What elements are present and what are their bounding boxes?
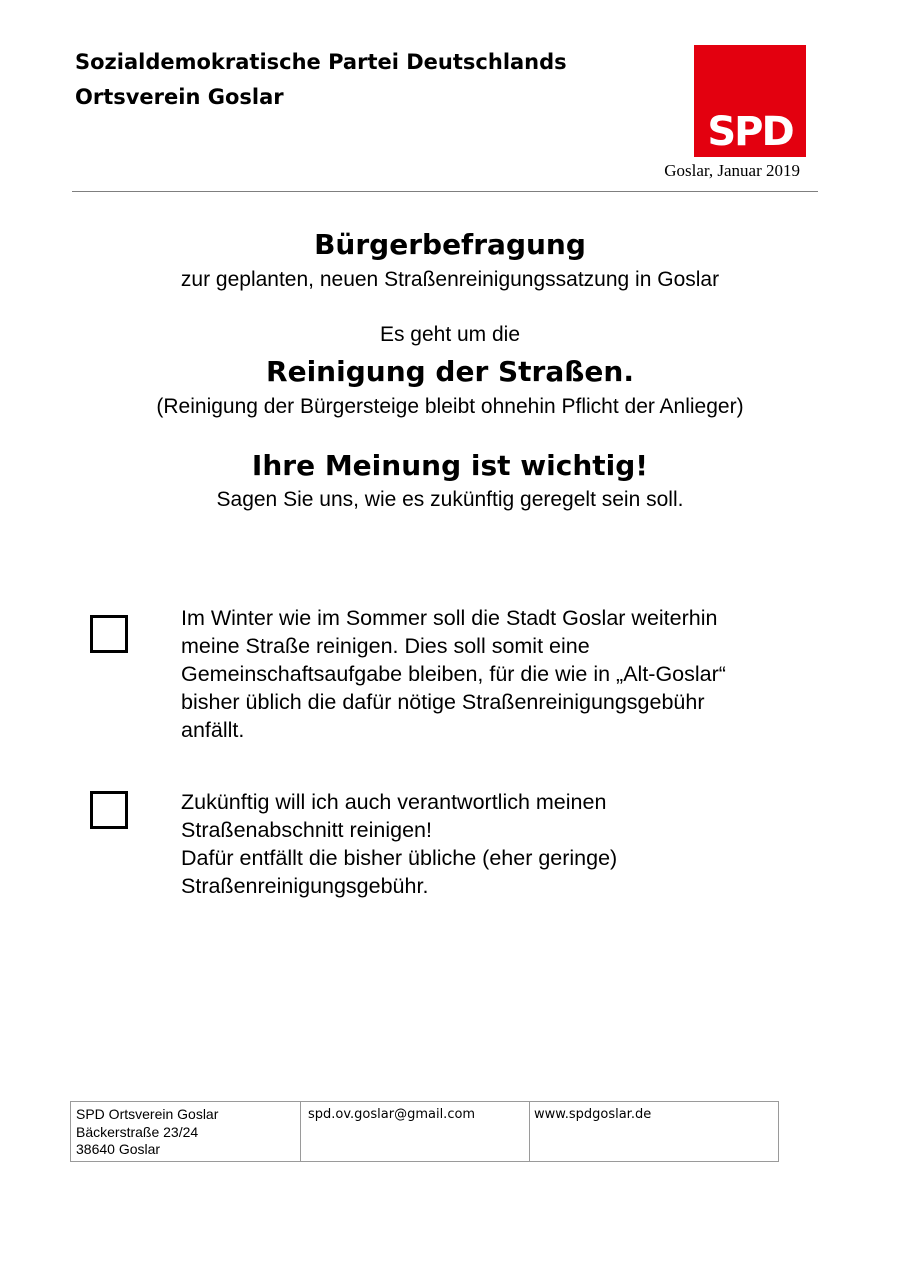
option-2-line: Dafür entfällt die bisher übliche (eher geringe) (181, 846, 618, 870)
option-2-text (181, 788, 821, 900)
footer-address (71, 1102, 300, 1161)
org-line-2: Ortsverein Goslar (75, 85, 284, 109)
spd-logo (694, 45, 806, 157)
call-heading: Ihre Meinung ist wichtig! (251, 449, 649, 482)
option-1-line: bisher üblich die dafür nötige Straßenreinigungsgebühr (181, 690, 705, 714)
footer-table (70, 1101, 779, 1162)
org-line-1: Sozialdemokratische Partei Deutschlands (75, 50, 567, 74)
topic-heading: Reinigung der Straßen. (266, 355, 634, 388)
option-2-checkbox[interactable] (90, 791, 128, 829)
topic-note: (Reinigung der Bürgersteige bleibt ohnehin Pflicht der Anlieger) (156, 395, 744, 418)
organization-name (75, 45, 567, 115)
footer-email (300, 1102, 529, 1161)
lead-text: Es geht um die (379, 323, 521, 346)
website-text: www.spdgoslar.de (534, 1107, 652, 1122)
option-2-line: Straßenabschnitt reinigen! (181, 818, 432, 842)
date-line: Goslar, Januar 2019 (664, 161, 800, 180)
header-divider (72, 191, 818, 192)
option-1-line: Im Winter wie im Sommer soll die Stadt Goslar weiterhin (181, 606, 718, 630)
option-1-checkbox[interactable] (90, 615, 128, 653)
footer-city: 38640 Goslar (76, 1141, 161, 1157)
option-2-line: Zukünftig will ich auch verantwortlich meinen (181, 790, 607, 814)
email-text: spd.ov.goslar@gmail.com (308, 1107, 476, 1122)
footer-name: SPD Ortsverein Goslar (76, 1106, 219, 1122)
page-title: Bürgerbefragung (314, 228, 586, 261)
footer-street: Bäckerstraße 23/24 (76, 1123, 199, 1140)
option-2-line: Straßenreinigungsgebühr. (181, 874, 429, 898)
option-1-line: Gemeinschaftsaufgabe bleiben, für die wie in „Alt-Goslar“ (181, 662, 726, 686)
option-1-text (181, 604, 821, 744)
option-1-line: anfällt. (181, 718, 245, 742)
logo-text: SPD (707, 109, 793, 155)
option-1-line: meine Straße reinigen. Dies soll somit eine (181, 634, 590, 658)
footer-website (529, 1102, 778, 1161)
subtitle: zur geplanten, neuen Straßenreinigungssatzung in Goslar (180, 268, 720, 291)
call-subtext: Sagen Sie uns, wie es zukünftig geregelt sein soll. (216, 488, 684, 511)
